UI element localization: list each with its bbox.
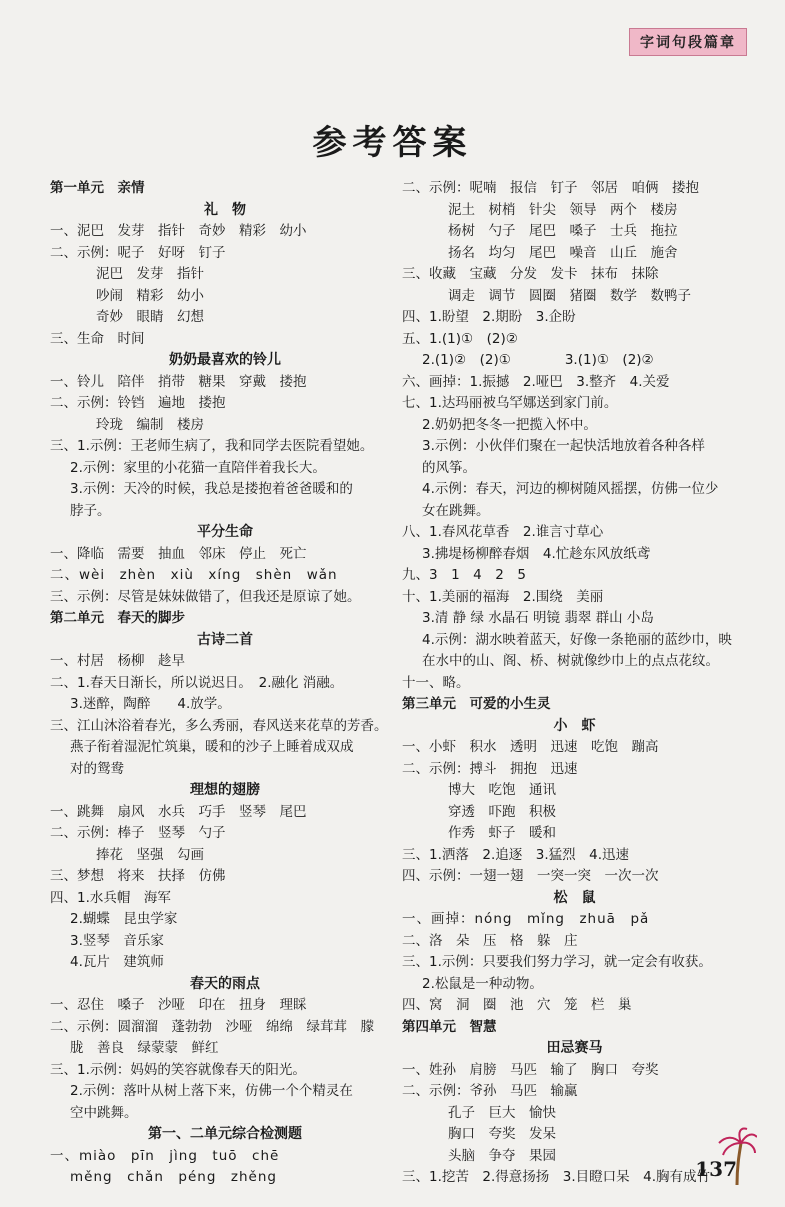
unit-heading: 第四单元 智慧 (402, 1018, 497, 1035)
answer-line: 女在跳舞。 (422, 502, 490, 519)
answer-line: 二、wèi zhèn xiù xíng shèn wǎn (50, 567, 338, 583)
answer-line: 3.拂堤杨柳醉春烟 4.忙趁东风放纸鸢 (422, 545, 651, 562)
answer-line: 一、miào pīn jìng tuō chē (50, 1147, 280, 1164)
answer-line: 九、3 1 4 2 5 (402, 567, 526, 583)
answer-line: 三、1.洒落 2.追逐 3.猛烈 4.迅速 (402, 846, 630, 863)
lesson-title: 平分生命 (197, 524, 253, 540)
answer-line: 泥巴 发芽 指针 (96, 266, 204, 282)
answer-line: 一、村居 杨柳 趁早 (50, 653, 185, 669)
answer-line: 三、收藏 宝藏 分发 发卡 抹布 抹除 (402, 266, 659, 282)
answer-line: 2.奶奶把冬冬一把揽入怀中。 (422, 416, 597, 433)
answer-line: 对的鸳鸯 (70, 760, 124, 777)
answer-line: 八、1.春风花草香 2.谁言寸草心 (402, 524, 604, 540)
answer-line: 在水中的山、阁、桥、树就像纱巾上的点点花纹。 (422, 653, 719, 669)
answer-line: 二、示例：呢子 好呀 钉子 (50, 244, 226, 261)
section-tag: 字词句段篇章 (629, 28, 747, 56)
answer-line: 四、1.水兵帽 海军 (50, 889, 171, 906)
answer-line: 4.示例：湖水映着蓝天，好像一条艳丽的蓝纱巾，映 (422, 631, 732, 648)
page-number: 137 (695, 1157, 737, 1181)
answer-line: 2.松鼠是一种动物。 (422, 975, 543, 992)
answer-line: 三、1.示例：只要我们努力学习，就一定会有收获。 (402, 954, 712, 970)
lesson-title: 松 鼠 (553, 889, 596, 906)
answer-line: 一、铃儿 陪伴 捎带 糖果 穿戴 搂抱 (50, 373, 307, 390)
answer-line: 二、1.春天日渐长，所以说迟日。 2.融化 消融。 (50, 674, 344, 691)
answer-line: 二、洛 朵 压 格 躲 庄 (402, 932, 578, 949)
answer-line: 头脑 争夺 果园 (448, 1147, 556, 1164)
answer-line: 泥土 树梢 针尖 领导 两个 楼房 (448, 201, 678, 218)
answer-line: 一、画掉：nóng mǐng zhuā pǎ (402, 911, 650, 927)
answer-line: 2.蝴蝶 昆虫学家 (70, 911, 178, 927)
answer-line: 一、姓孙 肩膀 马匹 输了 胸口 夸奖 (402, 1061, 659, 1078)
answer-line: 2.示例：家里的小花猫一直陪伴着我长大。 (70, 459, 326, 476)
left-column (50, 178, 400, 1189)
answer-line: 捧花 坚强 勾画 (96, 846, 204, 863)
answer-line: 燕子衔着湿泥忙筑巢，暖和的沙子上睡着成双成 (70, 739, 354, 755)
answer-line: 空中跳舞。 (70, 1104, 138, 1121)
unit-heading: 第三单元 可爱的小生灵 (402, 696, 551, 712)
answer-line: 4.示例：春天，河边的柳树随风摇摆，仿佛一位少 (422, 481, 719, 497)
answer-line: 六、画掉：1.振撼 2.哑巴 3.整齐 4.关爱 (402, 373, 670, 390)
answer-line: 孔子 巨大 愉快 (448, 1104, 556, 1121)
answer-line: 五、1.(1)① (2)② (402, 330, 518, 347)
unit-heading: 第二单元 春天的脚步 (50, 610, 185, 626)
lesson-title: 小 虾 (553, 717, 596, 734)
answer-line: 穿透 吓跑 积极 (448, 803, 556, 820)
answer-line: 二、示例：呢喃 报信 钉子 邻居 咱俩 搂抱 (402, 180, 699, 196)
answer-line: 玲珑 编制 楼房 (96, 416, 204, 433)
answer-line: 一、降临 需要 抽血 邻床 停止 死亡 (50, 545, 307, 562)
answer-line: 四、窝 洞 圈 池 穴 笼 栏 巢 (402, 997, 632, 1013)
answer-line: 十、1.美丽的福海 2.围绕 美丽 (402, 588, 604, 605)
answer-line: měng chǎn péng zhěng (70, 1169, 277, 1185)
lesson-title: 春天的雨点 (190, 975, 260, 992)
answer-line: 3.清 静 绿 水晶石 明镜 翡翠 群山 小岛 (422, 610, 654, 626)
answer-line: 3.示例：小伙伴们聚在一起快活地放着各种各样 (422, 438, 705, 454)
answer-line: 三、1.挖苦 2.得意扬扬 3.目瞪口呆 4.胸有成竹 (402, 1169, 711, 1185)
answer-line: 二、示例：搏斗 拥抱 迅速 (402, 760, 578, 777)
answer-line: 2.示例：落叶从树上落下来，仿佛一个个精灵在 (70, 1083, 353, 1099)
answer-line: 三、1.示例：妈妈的笑容就像春天的阳光。 (50, 1061, 306, 1078)
lesson-title: 古诗二首 (197, 631, 253, 648)
answer-line: 一、泥巴 发芽 指针 奇妙 精彩 幼小 (50, 223, 307, 239)
lesson-title: 理想的翅膀 (190, 782, 260, 798)
answer-line: 三、江山沐浴着春光，多么秀丽，春风送来花草的芳香。 (50, 717, 388, 734)
lesson-title: 奶奶最喜欢的铃儿 (169, 352, 281, 368)
answer-line: 四、1.盼望 2.期盼 3.企盼 (402, 309, 576, 325)
answer-line: 胧 善良 绿蒙蒙 鲜红 (70, 1040, 219, 1056)
answer-line: 一、忍住 嗓子 沙哑 印在 扭身 理睬 (50, 997, 307, 1013)
lesson-title: 礼 物 (204, 201, 246, 218)
answer-line: 的风筝。 (422, 459, 476, 476)
answer-line: 一、小虾 积水 透明 迅速 吃饱 蹦高 (402, 739, 659, 755)
answer-line: 3.迷醉，陶醉 4.放学。 (70, 696, 231, 712)
answer-line: 二、示例：爷孙 马匹 输赢 (402, 1083, 578, 1099)
answer-line: 七、1.达玛丽被乌罕娜送到家门前。 (402, 395, 618, 411)
page-title: 参考答案 (312, 123, 473, 163)
answer-line: 奇妙 眼睛 幻想 (96, 309, 204, 325)
lesson-title: 田忌赛马 (546, 1040, 603, 1056)
answer-line: 吵闹 精彩 幼小 (96, 287, 204, 304)
answer-line: 三、梦想 将来 扶择 仿佛 (50, 868, 226, 884)
answer-line: 三、示例：尽管是妹妹做错了，但我还是原谅了她。 (50, 588, 361, 605)
answer-line: 3.竖琴 音乐家 (70, 932, 164, 949)
answer-line: 4.瓦片 建筑师 (70, 954, 164, 970)
answer-line: 脖子。 (70, 502, 111, 519)
right-column (402, 178, 747, 1189)
answer-line: 四、示例：一翅一翅 一突一突 一次一次 (402, 868, 659, 884)
answer-line: 二、示例：棒子 竖琴 勺子 (50, 825, 226, 841)
answer-line: 3.示例：天冷的时候，我总是搂抱着爸爸暖和的 (70, 481, 353, 497)
answer-line: 调走 调节 圆圈 猪圈 数学 数鸭子 (448, 287, 691, 304)
answer-line: 三、1.示例：王老师生病了，我和同学去医院看望她。 (50, 438, 374, 454)
answer-line: 二、示例：圆溜溜 蓬勃勃 沙哑 绵绵 绿茸茸 朦 (50, 1018, 374, 1035)
answer-line: 二、示例：铃铛 遍地 搂抱 (50, 395, 226, 411)
unit-heading: 第一单元 亲情 (50, 180, 145, 196)
answer-line: 三、生命 时间 (50, 330, 145, 347)
answer-line: 扬名 均匀 尾巴 噪音 山丘 施舍 (448, 244, 678, 261)
answer-line: 杨树 勺子 尾巴 嗓子 士兵 拖拉 (448, 223, 678, 239)
answer-line: 博大 吃饱 通讯 (448, 782, 556, 798)
answer-line: 2.(1)② (2)① 3.(1)① (2)② (422, 352, 654, 368)
answer-line: 一、跳舞 扇风 水兵 巧手 竖琴 尾巴 (50, 803, 307, 820)
lesson-title: 第一、二单元综合检测题 (148, 1126, 302, 1142)
answer-line: 十一、略。 (402, 674, 470, 691)
answer-line: 胸口 夸奖 发呆 (448, 1126, 556, 1142)
answer-line: 作秀 虾子 暖和 (448, 825, 556, 841)
